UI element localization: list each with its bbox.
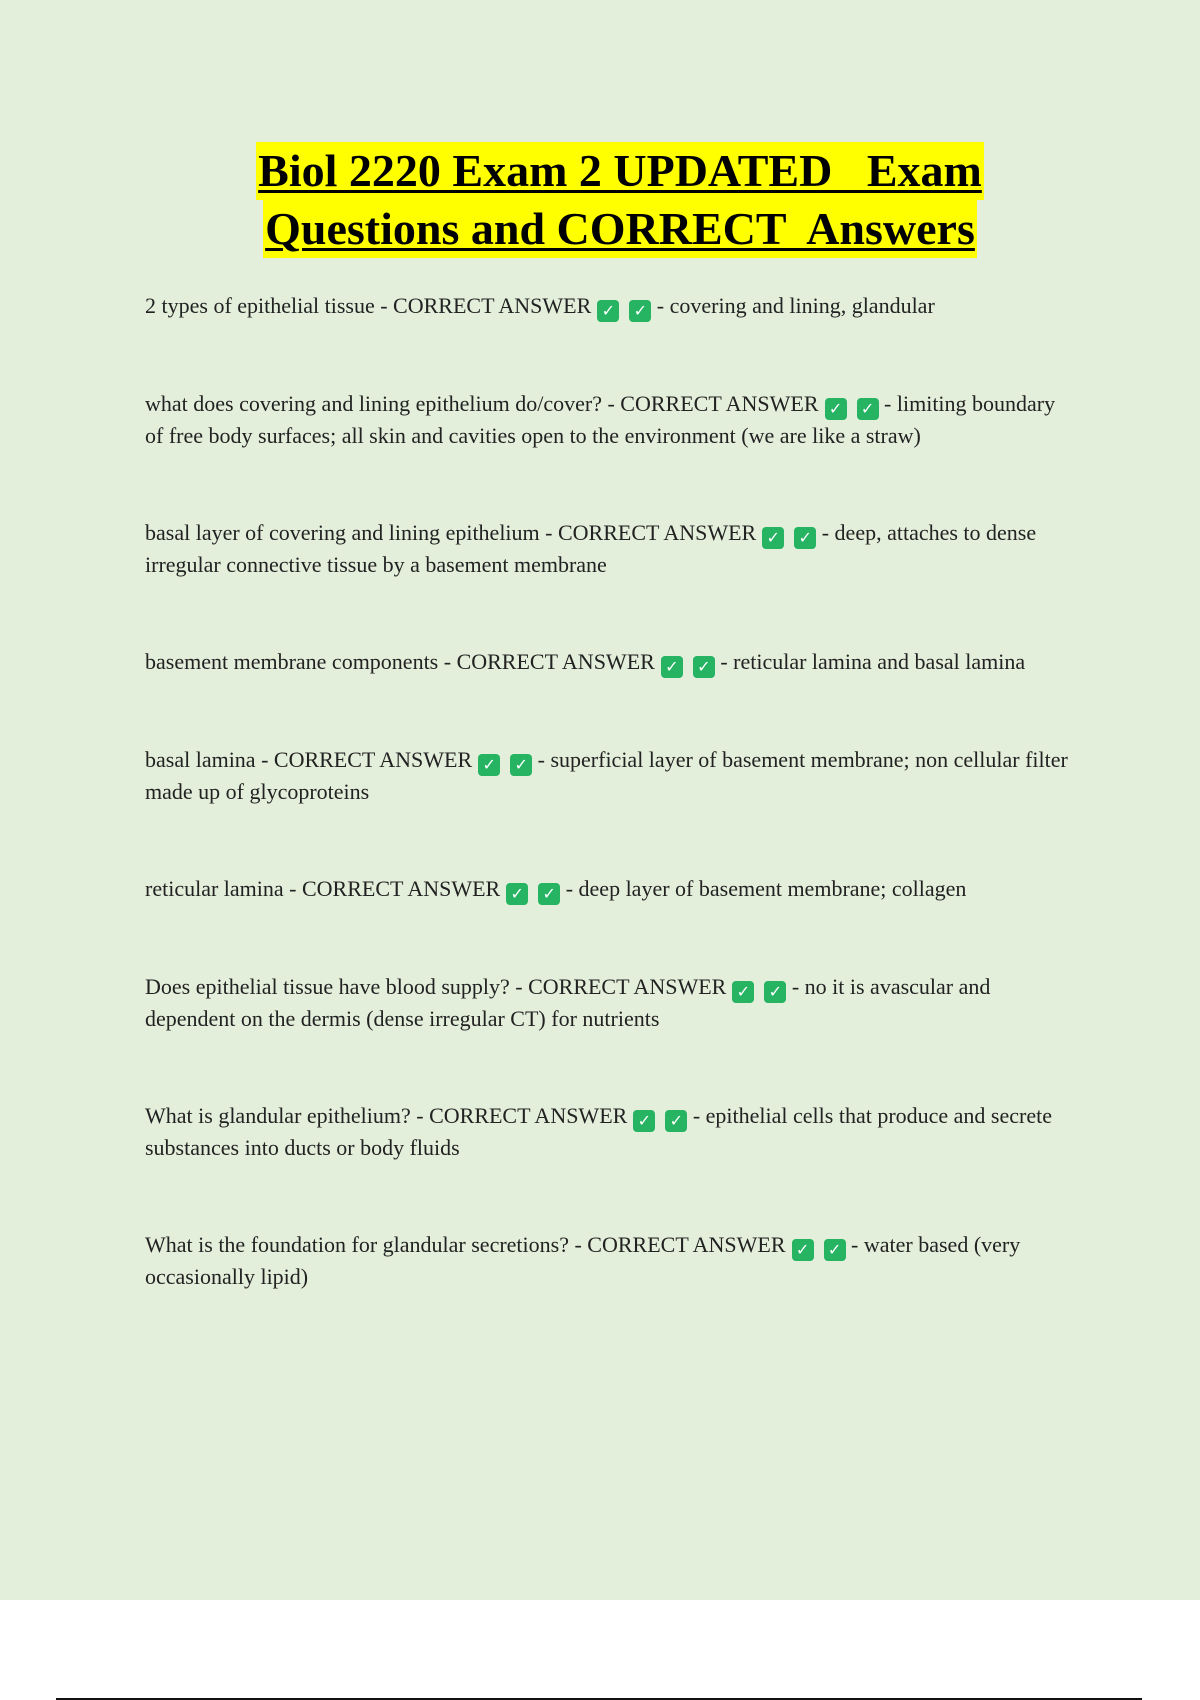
qa-item — [145, 744, 1075, 807]
qa-item — [145, 290, 1075, 322]
qa-question: reticular lamina - CORRECT ANSWER — [145, 876, 501, 901]
checkmark-icon: ✓ — [764, 981, 786, 1003]
qa-question: What is the foundation for glandular secretions? - CORRECT ANSWER — [145, 1232, 786, 1257]
qa-list — [145, 290, 1075, 1292]
qa-question: What is glandular epithelium? - CORRECT ANSWER — [145, 1103, 628, 1128]
qa-item — [145, 1229, 1075, 1292]
qa-answer: - deep layer of basement membrane; collagen — [565, 876, 967, 901]
qa-answer: - reticular lamina and basal lamina — [720, 649, 1026, 674]
qa-item — [145, 873, 1075, 905]
checkmark-icon: ✓ — [732, 981, 754, 1003]
qa-answer: - no it is avascular and dependent on the dermis (dense irregular CT) for nutrients — [145, 974, 991, 1031]
checkmark-icon: ✓ — [629, 300, 651, 322]
qa-answer: - epithelial cells that produce and secrete substances into ducts or body fluids — [145, 1103, 1052, 1160]
qa-item — [145, 1100, 1075, 1163]
qa-answer: - water based (very occasionally lipid) — [145, 1232, 1021, 1289]
checkmark-icon: ✓ — [762, 527, 784, 549]
checkmark-icon: ✓ — [597, 300, 619, 322]
checkmark-icon: ✓ — [824, 1239, 846, 1261]
checkmark-icon: ✓ — [693, 656, 715, 678]
qa-answer: - limiting boundary of free body surfaces; all skin and cavities open to the environment (we are like a straw) — [145, 391, 1056, 448]
qa-question: 2 types of epithelial tissue - CORRECT ANSWER — [145, 293, 592, 318]
document-title — [120, 142, 1120, 258]
checkmark-icon: ✓ — [665, 1110, 687, 1132]
qa-answer: - deep, attaches to dense irregular connective tissue by a basement membrane — [145, 520, 1037, 577]
checkmark-icon: ✓ — [792, 1239, 814, 1261]
qa-item — [145, 646, 1075, 678]
qa-item — [145, 517, 1075, 580]
qa-question: basal layer of covering and lining epithelium - CORRECT ANSWER — [145, 520, 757, 545]
qa-answer: - covering and lining, glandular — [656, 293, 935, 318]
qa-item — [145, 971, 1075, 1034]
title-line-1: Biol 2220 Exam 2 UPDATED Exam — [256, 142, 984, 200]
page-footer — [0, 1600, 1200, 1700]
checkmark-icon: ✓ — [661, 656, 683, 678]
qa-question: what does covering and lining epithelium do/cover? - CORRECT ANSWER — [145, 391, 819, 416]
checkmark-icon: ✓ — [857, 398, 879, 420]
checkmark-icon: ✓ — [794, 527, 816, 549]
checkmark-icon: ✓ — [538, 883, 560, 905]
qa-item — [145, 388, 1075, 451]
qa-answer: - superficial layer of basement membrane; non cellular filter made up of glycoproteins — [145, 747, 1068, 804]
qa-question: basement membrane components - CORRECT ANSWER — [145, 649, 655, 674]
checkmark-icon: ✓ — [510, 754, 532, 776]
checkmark-icon: ✓ — [825, 398, 847, 420]
qa-question: basal lamina - CORRECT ANSWER — [145, 747, 473, 772]
qa-question: Does epithelial tissue have blood supply? - CORRECT ANSWER — [145, 974, 727, 999]
checkmark-icon: ✓ — [633, 1110, 655, 1132]
checkmark-icon: ✓ — [506, 883, 528, 905]
title-line-2: Questions and CORRECT Answers — [263, 200, 977, 258]
checkmark-icon: ✓ — [478, 754, 500, 776]
